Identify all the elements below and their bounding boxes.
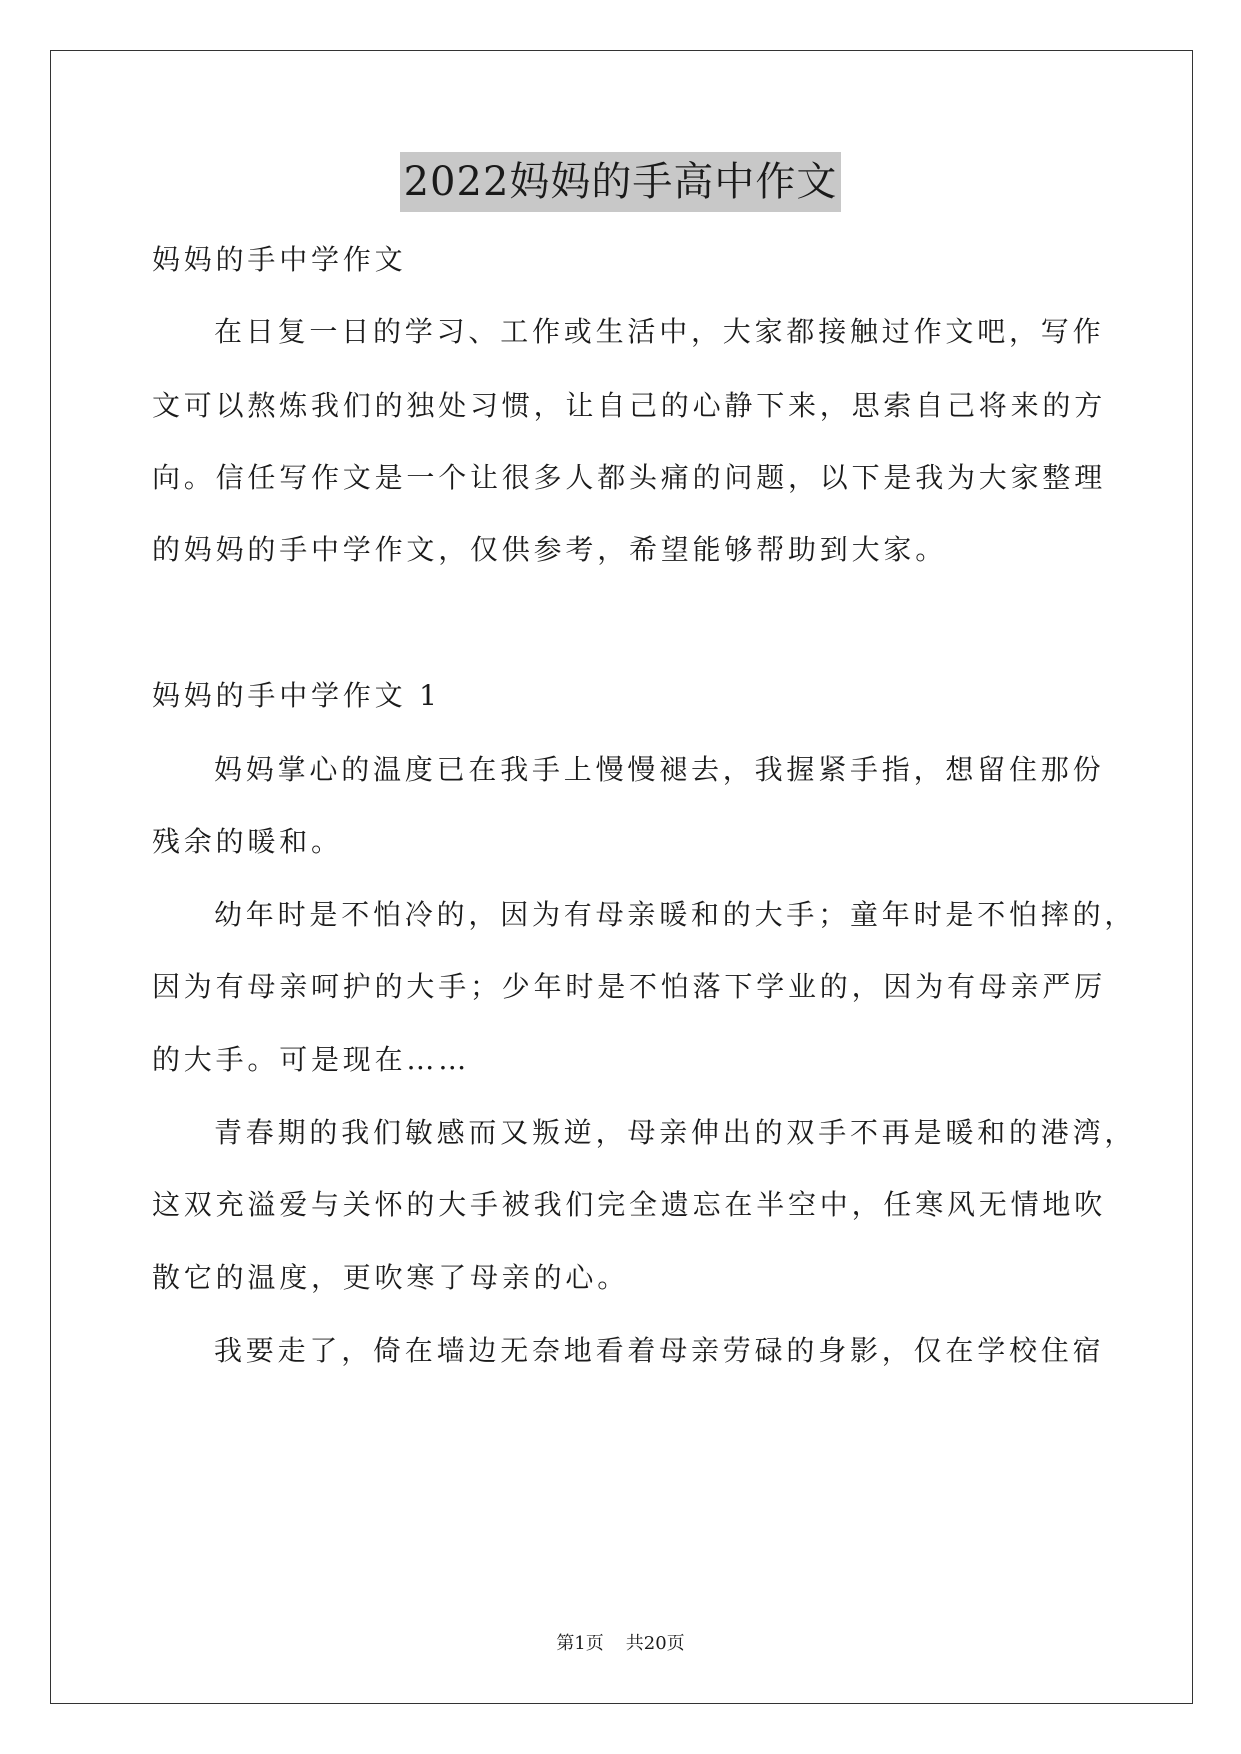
paragraph-line: 青春期的我们敏感而又叛逆，母亲伸出的双手不再是暖和的港湾， [214, 1116, 1137, 1149]
paragraph-line: 幼年时是不怕冷的，因为有母亲暖和的大手；童年时是不怕摔的， [214, 898, 1137, 931]
page-number: 第1页 [556, 1633, 604, 1654]
paragraph-line: 的妈妈的手中学作文，仅供参考，希望能够帮助到大家。 [152, 533, 948, 566]
paragraph-line: 这双充溢爱与关怀的大手被我们完全遗忘在半空中，任寒风无情地吹 [152, 1188, 1107, 1221]
page-footer [0, 1631, 1241, 1657]
paragraph-line: 妈妈掌心的温度已在我手上慢慢褪去，我握紧手指，想留住那份 [214, 753, 1105, 786]
paragraph-line: 因为有母亲呵护的大手；少年时是不怕落下学业的，因为有母亲严厉 [152, 970, 1107, 1003]
paragraph-line: 我要走了，倚在墙边无奈地看着母亲劳碌的身影，仅在学校住宿 [214, 1334, 1105, 1367]
paragraph-line: 散它的温度，更吹寒了母亲的心。 [152, 1261, 630, 1294]
paragraph-line: 残余的暖和。 [152, 825, 343, 858]
paragraph-line: 文可以熬炼我们的独处习惯，让自己的心静下来，思索自己将来的方 [152, 389, 1107, 422]
paragraph-line: 的大手。可是现在…… [152, 1043, 471, 1076]
page-border [50, 50, 1193, 1704]
page-total: 共20页 [625, 1633, 685, 1654]
section-heading: 妈妈的手中学作文 [152, 243, 407, 276]
paragraph-line: 向。信任写作文是一个让很多人都头痛的问题，以下是我为大家整理 [152, 461, 1107, 494]
document-title: 2022妈妈的手高中作文 [400, 152, 842, 212]
title-container [0, 152, 1241, 212]
section-heading: 妈妈的手中学作文 1 [152, 679, 441, 712]
paragraph-line: 在日复一日的学习、工作或生活中，大家都接触过作文吧，写作 [214, 315, 1105, 348]
